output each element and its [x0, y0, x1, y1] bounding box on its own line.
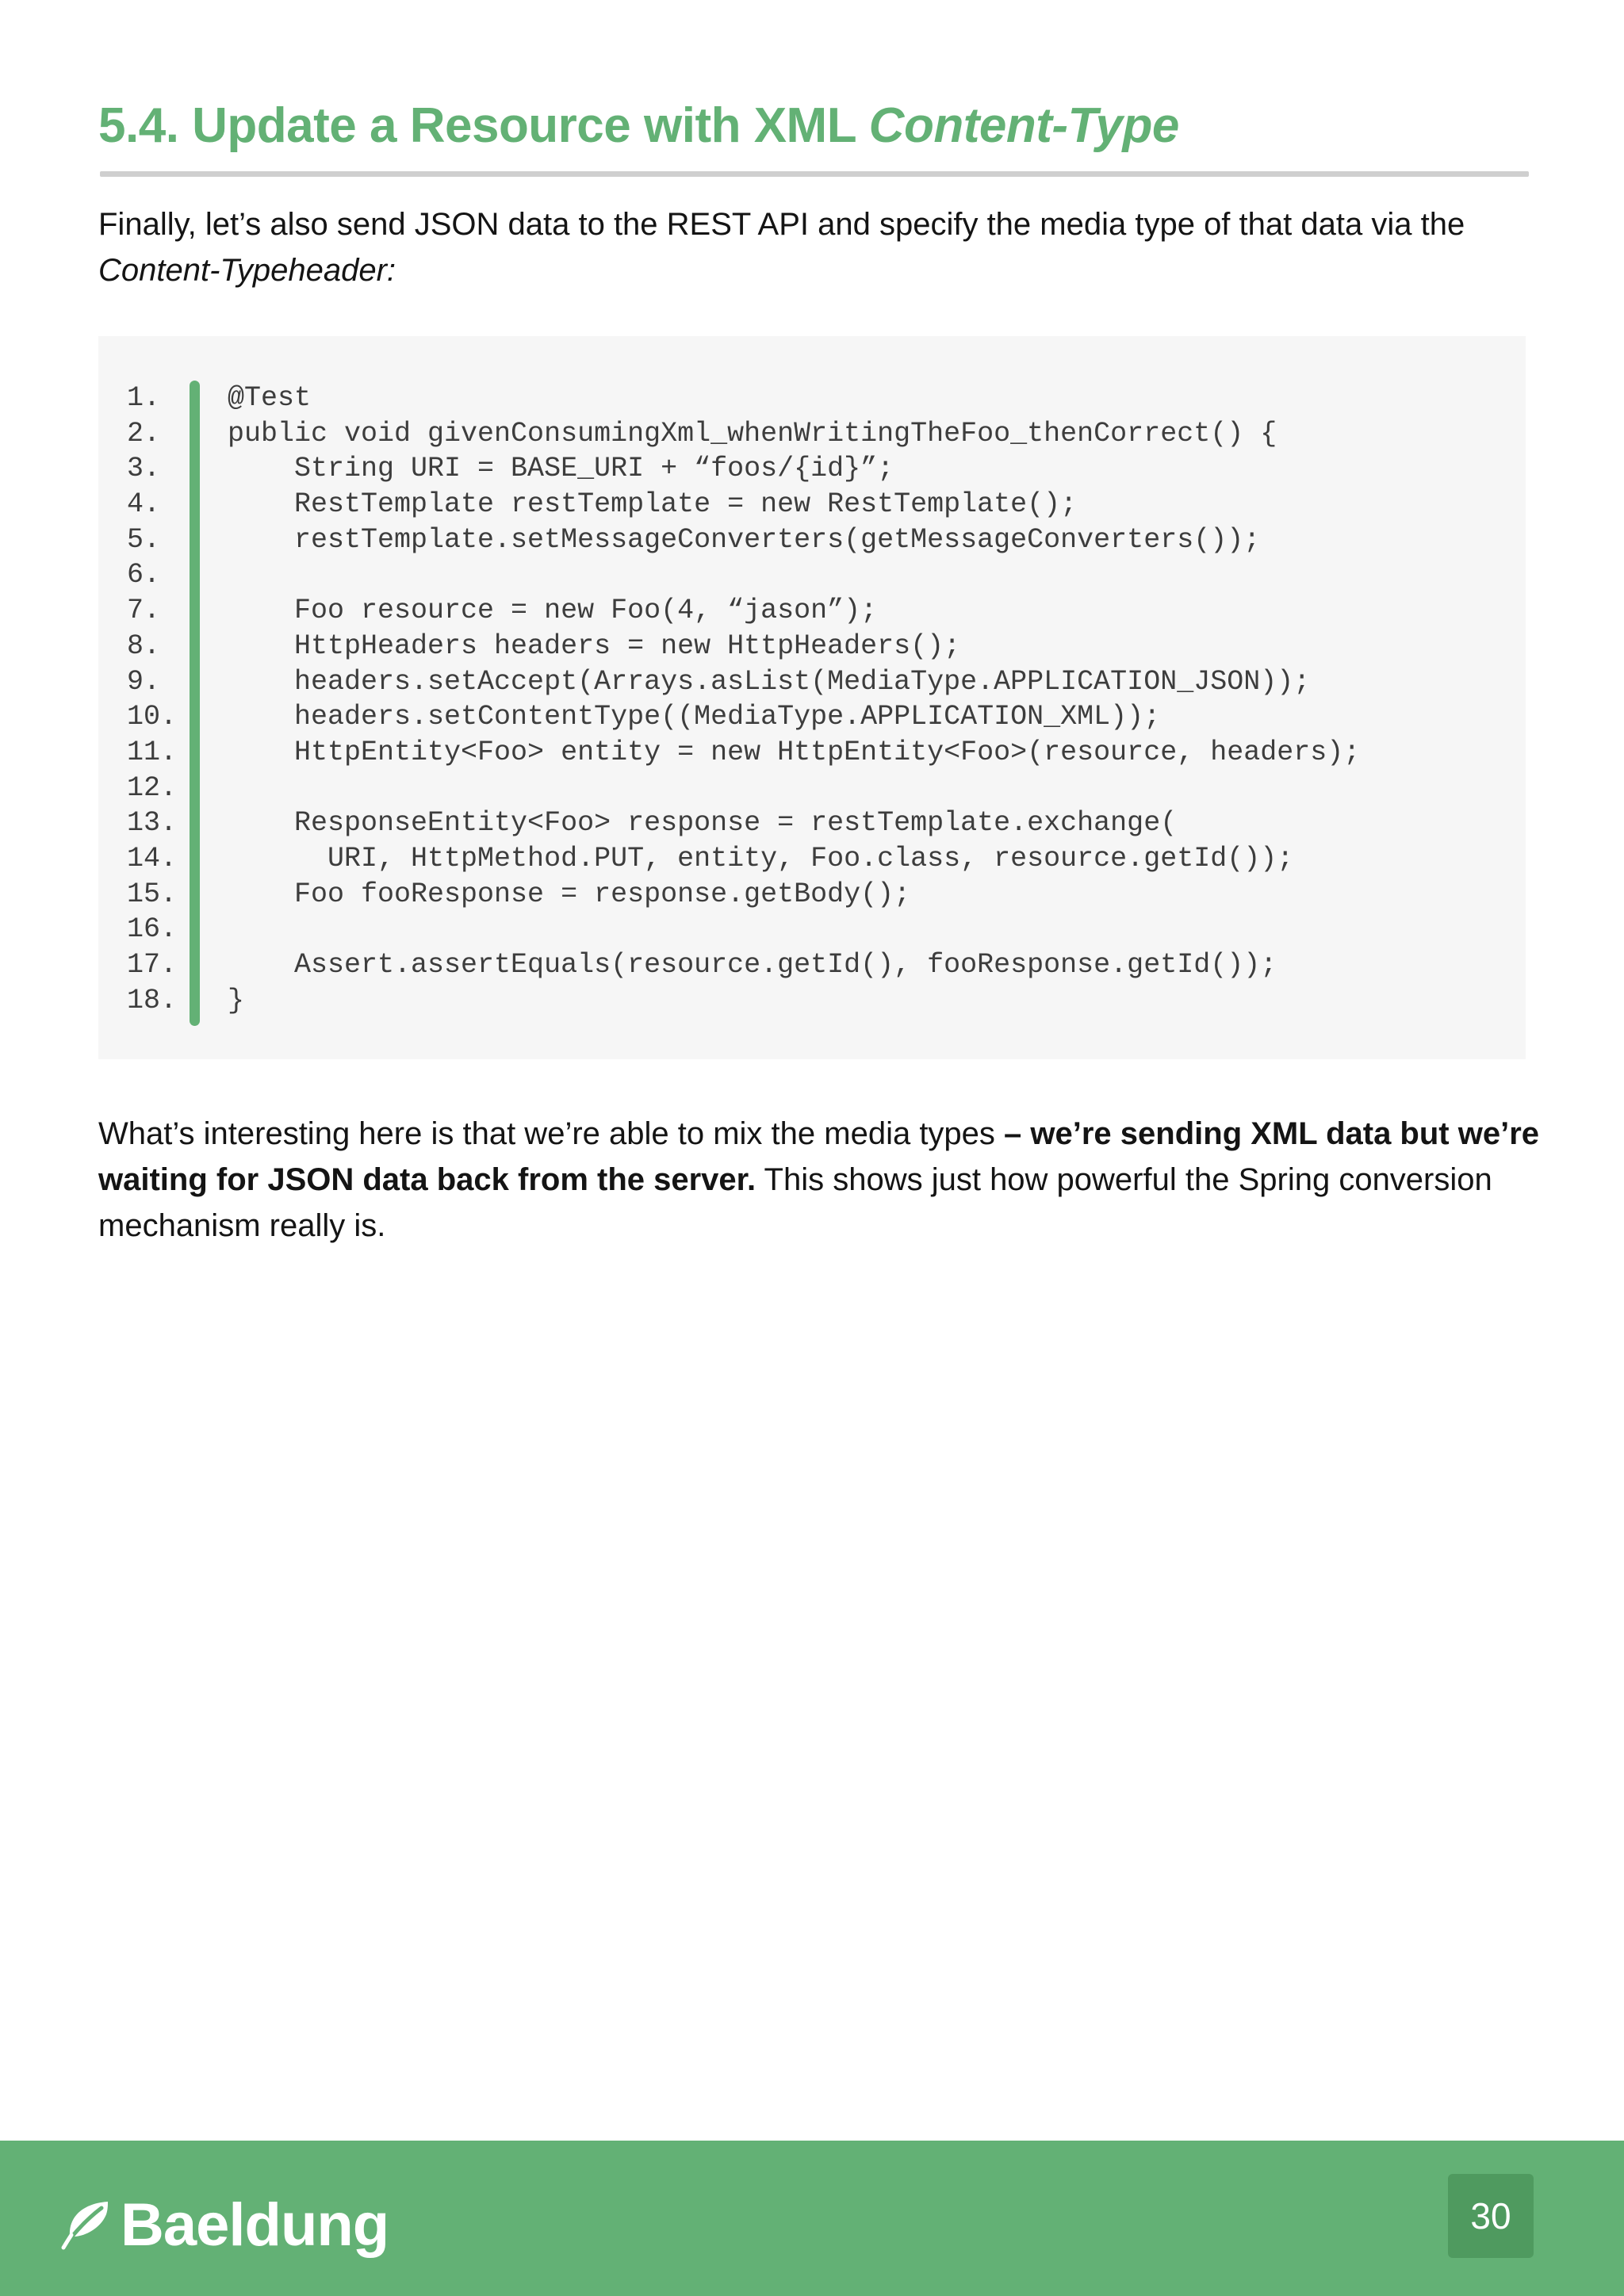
section-heading-text: 5.4. Update a Resource with XML — [98, 98, 869, 153]
page-number-badge — [1448, 2174, 1534, 2258]
code-line: URI, HttpMethod.PUT, entity, Foo.class, resource.getId()); — [228, 842, 1294, 874]
page-footer — [0, 2141, 1624, 2296]
code-line: } — [228, 984, 245, 1016]
section-heading — [98, 94, 1179, 159]
code-line-number: 10. — [127, 701, 178, 733]
code-line-number: 18. — [127, 984, 178, 1016]
code-line: restTemplate.setMessageConverters(getMessageConverters()); — [228, 523, 1261, 556]
code-line — [228, 771, 1360, 806]
code-line-number: 14. — [127, 842, 178, 874]
code-line-number: 4. — [127, 488, 161, 521]
code-line-number: 3. — [127, 453, 161, 485]
code-line-number: 1. — [127, 382, 161, 414]
code-line-number: 13. — [127, 807, 178, 840]
code-line-numbers — [127, 381, 177, 1018]
code-line-number: 5. — [127, 523, 161, 556]
page-number: 30 — [1470, 2195, 1511, 2237]
brand-logo — [60, 2191, 389, 2259]
code-line: HttpEntity<Foo> entity = new HttpEntity<Foo>(resource, headers); — [228, 736, 1361, 768]
section-heading-italic: Content-Type — [868, 98, 1179, 153]
intro-paragraph — [98, 201, 1542, 293]
code-block — [98, 336, 1526, 1059]
closing-paragraph — [98, 1111, 1542, 1249]
heading-divider — [100, 171, 1529, 177]
code-line-number: 11. — [127, 736, 178, 768]
code-lines — [228, 381, 1360, 1018]
code-line: @Test — [228, 382, 312, 414]
code-line-number: 17. — [127, 949, 178, 981]
code-line-number: 9. — [127, 665, 161, 698]
closing-bold-text: – we’re sending XML data but we’re waiting for JSON data back from the server. — [98, 1116, 1540, 1197]
code-line: Assert.assertEquals(resource.getId(), fooResponse.getId()); — [228, 949, 1277, 981]
code-line: Foo resource = new Foo(4, “jason”); — [228, 595, 878, 627]
code-line: HttpHeaders headers = new HttpHeaders(); — [228, 629, 961, 662]
code-line-number: 7. — [127, 595, 161, 627]
intro-italic-term: Content-Typeheader: — [98, 253, 396, 288]
closing-text: What’s interesting here is that we’re able to mix the media types — [98, 1116, 1005, 1151]
code-line: Foo fooResponse = response.getBody(); — [228, 878, 911, 910]
code-line — [228, 912, 1360, 947]
code-line-number: 6. — [127, 559, 161, 591]
closing-text-end: This shows just how powerful the Spring conversion mechanism really is. — [98, 1162, 1492, 1243]
code-line-number: 16. — [127, 913, 178, 946]
code-line-number: 15. — [127, 878, 178, 910]
code-line-number: 2. — [127, 417, 161, 450]
code-line: headers.setAccept(Arrays.asList(MediaType.APPLICATION_JSON)); — [228, 665, 1311, 698]
leaf-icon — [60, 2198, 113, 2251]
code-line: headers.setContentType((MediaType.APPLICATION_XML)); — [228, 701, 1161, 733]
code-line: public void givenConsumingXml_whenWritingTheFoo_thenCorrect() { — [228, 417, 1277, 450]
code-line: RestTemplate restTemplate = new RestTemplate(); — [228, 488, 1078, 521]
code-line: ResponseEntity<Foo> response = restTemplate.exchange( — [228, 807, 1178, 840]
code-line — [228, 557, 1360, 593]
intro-text: Finally, let’s also send JSON data to the REST API and specify the media type of that data via the — [98, 207, 1465, 242]
code-accent-bar — [190, 381, 200, 1026]
code-line: String URI = BASE_URI + “foos/{id}”; — [228, 453, 894, 485]
code-line-number: 8. — [127, 629, 161, 662]
brand-name: Baeldung — [121, 2191, 389, 2259]
code-line-number: 12. — [127, 771, 178, 804]
